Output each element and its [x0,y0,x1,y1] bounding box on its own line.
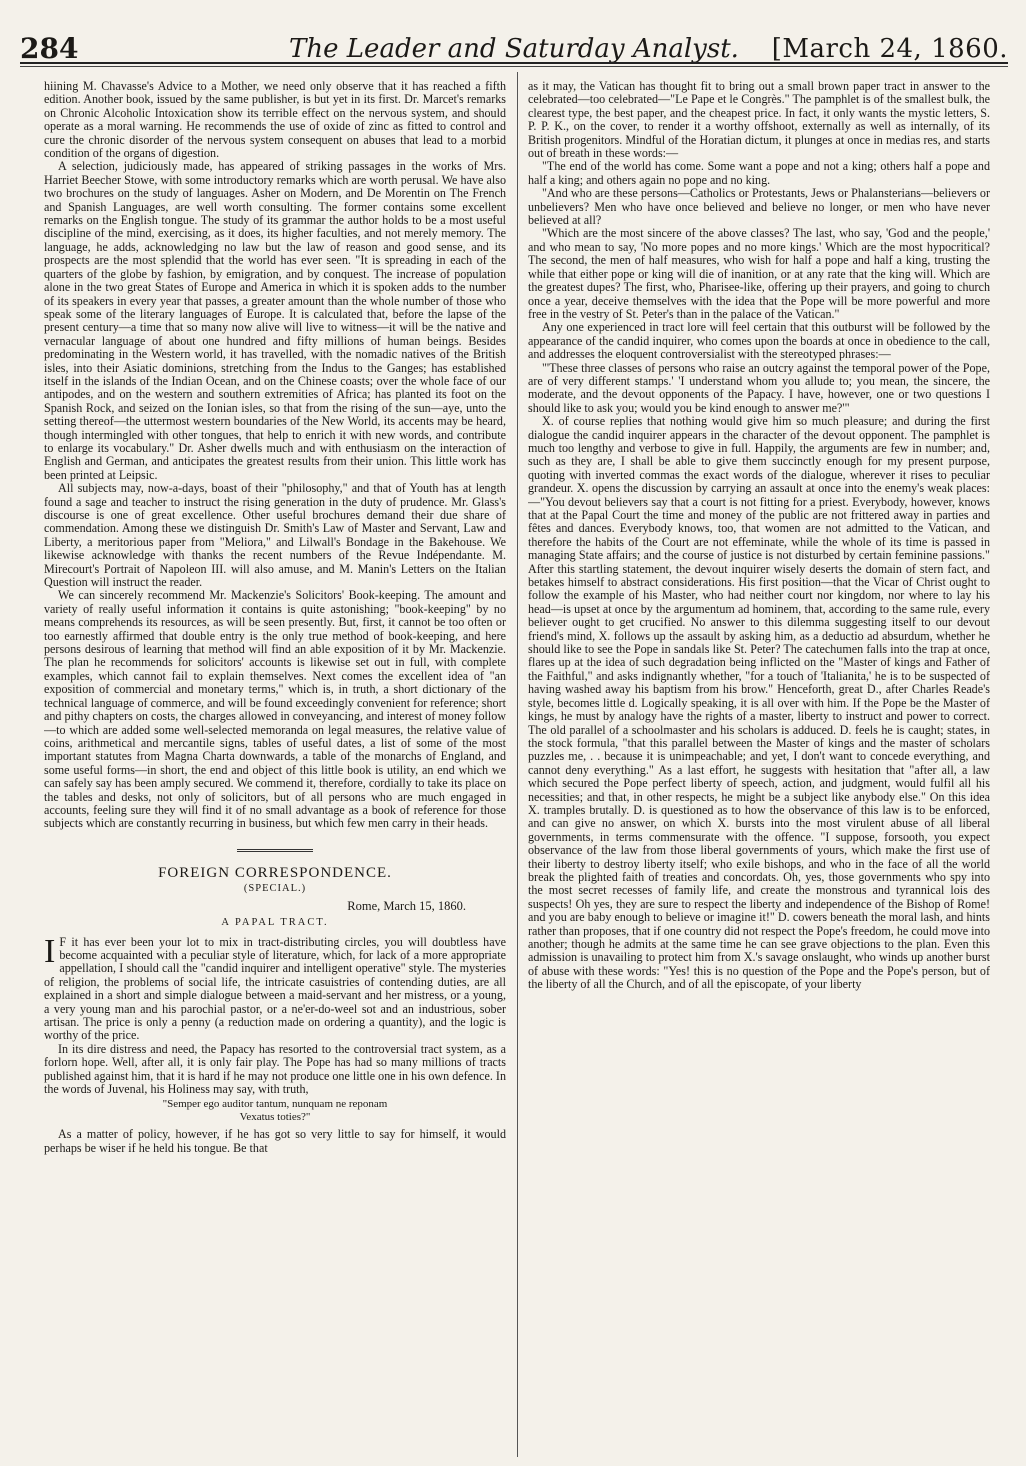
column-divider [517,72,518,1457]
issue-date: [March 24, 1860. [771,34,1008,64]
header-rule [20,62,1008,64]
verse-line: "Semper ego auditor tantum, nunquam ne reponam [162,1098,388,1111]
paragraph: We can sincerely recommend Mr. Mackenzie's Solicitors' Book-keeping. The amount and variety of really useful information it contains is quite astonishing; "book-keeping" by no means comprehends its resources, as will be seen presently. But, first, it cannot be too often or too earnestly affirmed that double entry is the only true method of book-keeping, and here persons desirous of learning that method will find an able exposition of it by Mr. Mackenzie. The plan he recommends for solicitors' accounts is likewise set out in full, with complete examples, which cannot fail to explain themselves. Next comes the excellent idea of "an exposition of commercial and monetary terms," which is, in truth, a short dictionary of the technical language of commerce, and will be found exceedingly convenient for reference; short and pithy chapters on costs, the charges allowed in conveyancing, and interest of money follow—to which are added some well-selected memoranda on legal measures, the relative value of coins, arithmetical and mercantile signs, tables of useful dates, a list of some of the most important statutes from Magna Charta downwards, a table of the monarchs of England, and some useful forms—in short, the end and object of this little book is utility, an end which we can safely say has been amply secured. We commend it, therefore, cordially to take its place on the tables and desks, not only of solicitors, but of all persons who are much engaged in accounts, feeling sure they will find it of no small advantage as a book of reference for those subjects which are constantly recurring in business, but which few men carry in their heads. [44,588,506,831]
paragraph: Any one experienced in tract lore will feel certain that this outburst will be followed by the appearance of the candid inquirer, who comes upon the boards at once in obedience to the call, and addresses the eloquent controversialist with the stereotyped phrases:— [528,320,990,362]
dateline: Rome, March 15, 1860. [347,899,466,914]
section-subheading: (SPECIAL.) [243,882,307,894]
page-header [20,30,1008,76]
header-rule-thin [20,66,1008,67]
running-title: The Leader and Saturday Analyst. [289,34,739,64]
paragraph: X. of course replies that nothing would give him so much pleasure; and during the first dialogue the candid inquirer appears in the character of the devout opponent. The pamphlet is much too lengthy and verbose to give in full. Happily, the arguments are few in number; and, such as they are, I shall be able to give them succinctly enough for my present purpose, quoting with inverted commas the exact words of the dialogue, wherever it rises to peculiar grandeur. X. opens the discussion by carrying an assault at once into the enemy's weak places:—"You devout believers say that a court is not fitting for a priest. Everybody, however, knows that at the Papal Court the time and money of the public are not frittered away in parties and fêtes and dances. Everybody knows, too, that women are not admitted to the Vatican, and therefore the habits of the Court are not effeminate, while the whole of its time is passed in managing State affairs; and the course of justice is not disturbed by certain feminine passions." After this startling statement, the devout inquirer wisely deserts the domain of stern fact, and betakes himself to abstract considerations. His first position—that the Vicar of Christ ought to follow the example of his Master, who had neither court nor kingdom, nor where to lay his head—is upset at once by the argumentum ad hominem, that, according to the same rule, every believer ought to get crucified. No answer to this dilemma suggesting itself to our devout friend's mind, X. follows up the assault by asking him, as a deductio ad absurdum, whether he should like to see the Pope in sandals like St. Peter? The catechumen falls into the trap at once, flares up at the idea of such degradation being inflicted on the "Master of kings and Father of the Faithful," and asks indignantly whether, "for a touch of 'Italianita,' he is to be suspected of having washed away his baptism from his brow." Henceforth, great D., after Charles Reade's style, becomes little d. Logically speaking, it is all over with him. If the Pope be the Master of kings, he must by analogy have the rights of a master, liberty to instruct and power to correct. The old parallel of a schoolmaster and his scholars is adduced. D. feels he is caught; states, in the stock formula, "that this parallel between the Master of kings and the master of scholars puzzles me, . . because it is unimpeachable; and yet, I don't want to concede everything, and cannot deny everything." As a last effort, he suggests with hesitation that "after all, a law which secured the Pope perfect liberty of speech, action, and judgment, would fulfil all his necessities; and that, in other respects, he might be a subject like anybody else." On this idea X. tramples brutally. D. is questioned as to how the observance of this law is to be enforced, and can give no answer, on which X. bursts into the most virulent abuse of all liberal governments, in terms commensurate with the offence. "I suppose, forsooth, you expect observance of the law from those liberal governments of yours, which make the first use of their liberty to destroy liberty itself; who exile bishops, and who in the face of all the world break the plighted faith of treaties and concordats. Oh, yes, those governments who spy into the most secret recesses of family life, and create the monstrous and tyrannical lois des suspects! Oh yes, they are sure to respect the liberty and independence of the Bishop of Rome! and you are baby enough to believe or imagine it!" D. cowers beneath the moral lash, and hints rather than proposes, that if one country did not respect the Pope's freedom, he could move into another; though he admits at the same time he can see grave objections to the plan. Even this admission is unavailing to protect him from X.'s savage onslaught, who winds up another burst of abuse with these words: "Yes! this is no question of the Pope and the Pope's person, but of the liberty of all the Church, and of all the episcopate, of your liberty [528,414,990,992]
page-number: 284 [20,32,79,65]
section-heading: FOREIGN CORRESPONDENCE. [158,864,392,881]
quoted-paragraph: "'These three classes of persons who raise an outcry against the temporal power of the Pope, are of very different stamps.' 'I understand whom you allude to; you mean, the sincere, the moderate, and the devout opponents of the Papacy. I have, however, one or two questions I should like to ask you; would you be kind enough to answer me?'" [528,360,990,415]
left-column [44,80,506,1458]
right-column [528,80,990,1458]
verse-line: Vexatus toties?" [239,1111,311,1124]
section-divider [237,849,313,854]
opening-paragraph [44,932,506,1043]
article-title: A PAPAL TRACT. [221,917,329,929]
paragraph: As a matter of policy, however, if he has got so very little to say for himself, it would perhaps be wiser if he held his tongue. Be that [44,1127,506,1155]
paragraph: hiining M. Chavasse's Advice to a Mother, we need only observe that it has reached a fifth edition. Another book, issued by the same publisher, is but yet in its first. Dr. Marcet's remarks on Chronic Alcoholic Intoxication show its terrible effect on the nervous system, and should operate as a moral warning. He recommends the use of oxide of zinc as fitted to control and cure the chronic disorder of the nervous system consequent on abuses that lead to a morbid condition of the organs of digestion. [44,80,506,161]
paragraph: In its dire distress and need, the Papacy has resorted to the controversial tract system, as a forlorn hope. Well, after all, it is only fair play. The Pope has had so many millions of tracts published against him, that it is hard if he may not produce one little one in his own defence. In the words of Juvenal, his Holiness may say, with truth, [44,1041,506,1097]
paragraph: as it may, the Vatican has thought fit to bring out a small brown paper tract in answer to the celebrated—too celebrated—"Le Pape et le Congrès." The pamphlet is of the smallest bulk, the clearest type, the best paper, and the cheapest price. In fact, it only wants the mystic letters, S. P. P. K., on the cover, to render it a worthy offshoot, externally as well as internally, of its British progenitors. Mindful of the Horatian dictum, it plunges at once in medias res, and starts out of breath in these words:— [528,80,990,161]
paragraph: All subjects may, now-a-days, boast of their "philosophy," and that of Youth has at length found a sage and teacher to instruct the rising generation in the duty of prudence. Mr. Glass's discourse is one of great excellence. Other useful brochures demand their due share of commendation. Among these we distinguish Dr. Smith's Law of Master and Servant, Law and Liberty, a meritorious paper from "Meliora," and Lilwall's Bondage in the Bakehouse. We likewise acknowledge with thanks the recent numbers of the Revue Indépendante. M. Mirecourt's Portrait of Napoleon III. will also amuse, and M. Manin's Letters on the Italian Question will instruct the reader. [44,481,506,590]
latin-verse [44,1098,506,1124]
drop-cap: I [44,932,56,970]
paragraph: A selection, judiciously made, has appeared of striking passages in the works of Mrs. Harriet Beecher Stowe, with some introductory remarks which are worth perusal. We have also two brochures on the study of languages. Asher on Modern, and De Morentin on The French and Spanish Languages, are well worth consulting. The former contains some excellent remarks on the English tongue. The study of its grammar the author holds to be a most useful discipline of the mind, exercising, as it does, its higher faculties, and not merely memory. The language, he adds, acknowledging no law but the law of reason and good sense, and its prospects are the most splendid that the world has ever seen. "It is spreading in each of the quarters of the globe by fashion, by emigration, and by conquest. The increase of population alone in the two great States of Europe and America in which it is spoken adds to the number of its speakers in every year that passes, a greater amount than the whole number of those who speak some of the literary languages of Europe. It is calculated that, before the lapse of the present century—a time that so many now alive will live to witness—it will be the native and vernacular language of about one hundred and fifty millions of human beings. Besides predominating in the Western world, it has travelled, with the nomadic natives of the British isles, into their Asiatic dominions, stretching from the Indus to the Ganges; has established itself in the islands of the Indian Ocean, and on the Chinese coasts; over the whole face of our antipodes, and on the western and southern extremities of Africa; has planted its foot on the Spanish Rock, and seized on the Ionian isles, so that from the rising of the sun—aye, unto the setting thereof—the uttermost western boundaries of the New World, its accents may be heard, though intermingled with other tongues, that help to enrich it with new words, and contribute to enlarge its vocabulary." Dr. Asher dwells much and with enthusiasm on the interaction of English and German, and anticipates the greatest results from their union. This little work has been printed at Leipsic. [44,159,506,482]
paragraph-text: F it has ever been your lot to mix in tract-distributing circles, you will doubtless have become acquainted with a peculiar style of literature, which, for lack of a more appropriate appellation, I should call the "candid inquirer and intelligent operative" style. The mysteries of religion, the problems of social life, the intricate casuistries of contending duties, are all explained in a short and simple dialogue between a maid-servant and her mistress, or a young, a very young man and his parochial pastor, or a ne'er-do-weel sot and an industrious, sober artisan. The price is only a penny (a reduction made on ordering a quantity), and the logic is worthy of the price. [44,934,506,1043]
quoted-paragraph: "The end of the world has come. Some want a pope and not a king; others half a pope and half a king; and others again no pope and no king. [528,159,990,187]
quoted-paragraph: "And who are these persons—Catholics or Protestants, Jews or Phalansterians—believers or unbelievers? Men who have once believed and believe no longer, or men who have never believed at all? [528,186,990,228]
quoted-paragraph: "Which are the most sincere of the above classes? The last, who say, 'God and the people,' and who mean to say, 'No more popes and no more kings.' Which are the most hypocritical? The second, the men of half measures, who wish for half a pope and half a king, trusting the while that either pope or king will die of inanition, or at any rate that the king will. Which are the greatest dupes? The first, who, Pharisee-like, offering up their prayers, and going to church once a year, deceive themselves with the idea that the Pope will be more powerful and more free in the vestry of St. Peter's than in the palace of the Vatican." [528,226,990,321]
